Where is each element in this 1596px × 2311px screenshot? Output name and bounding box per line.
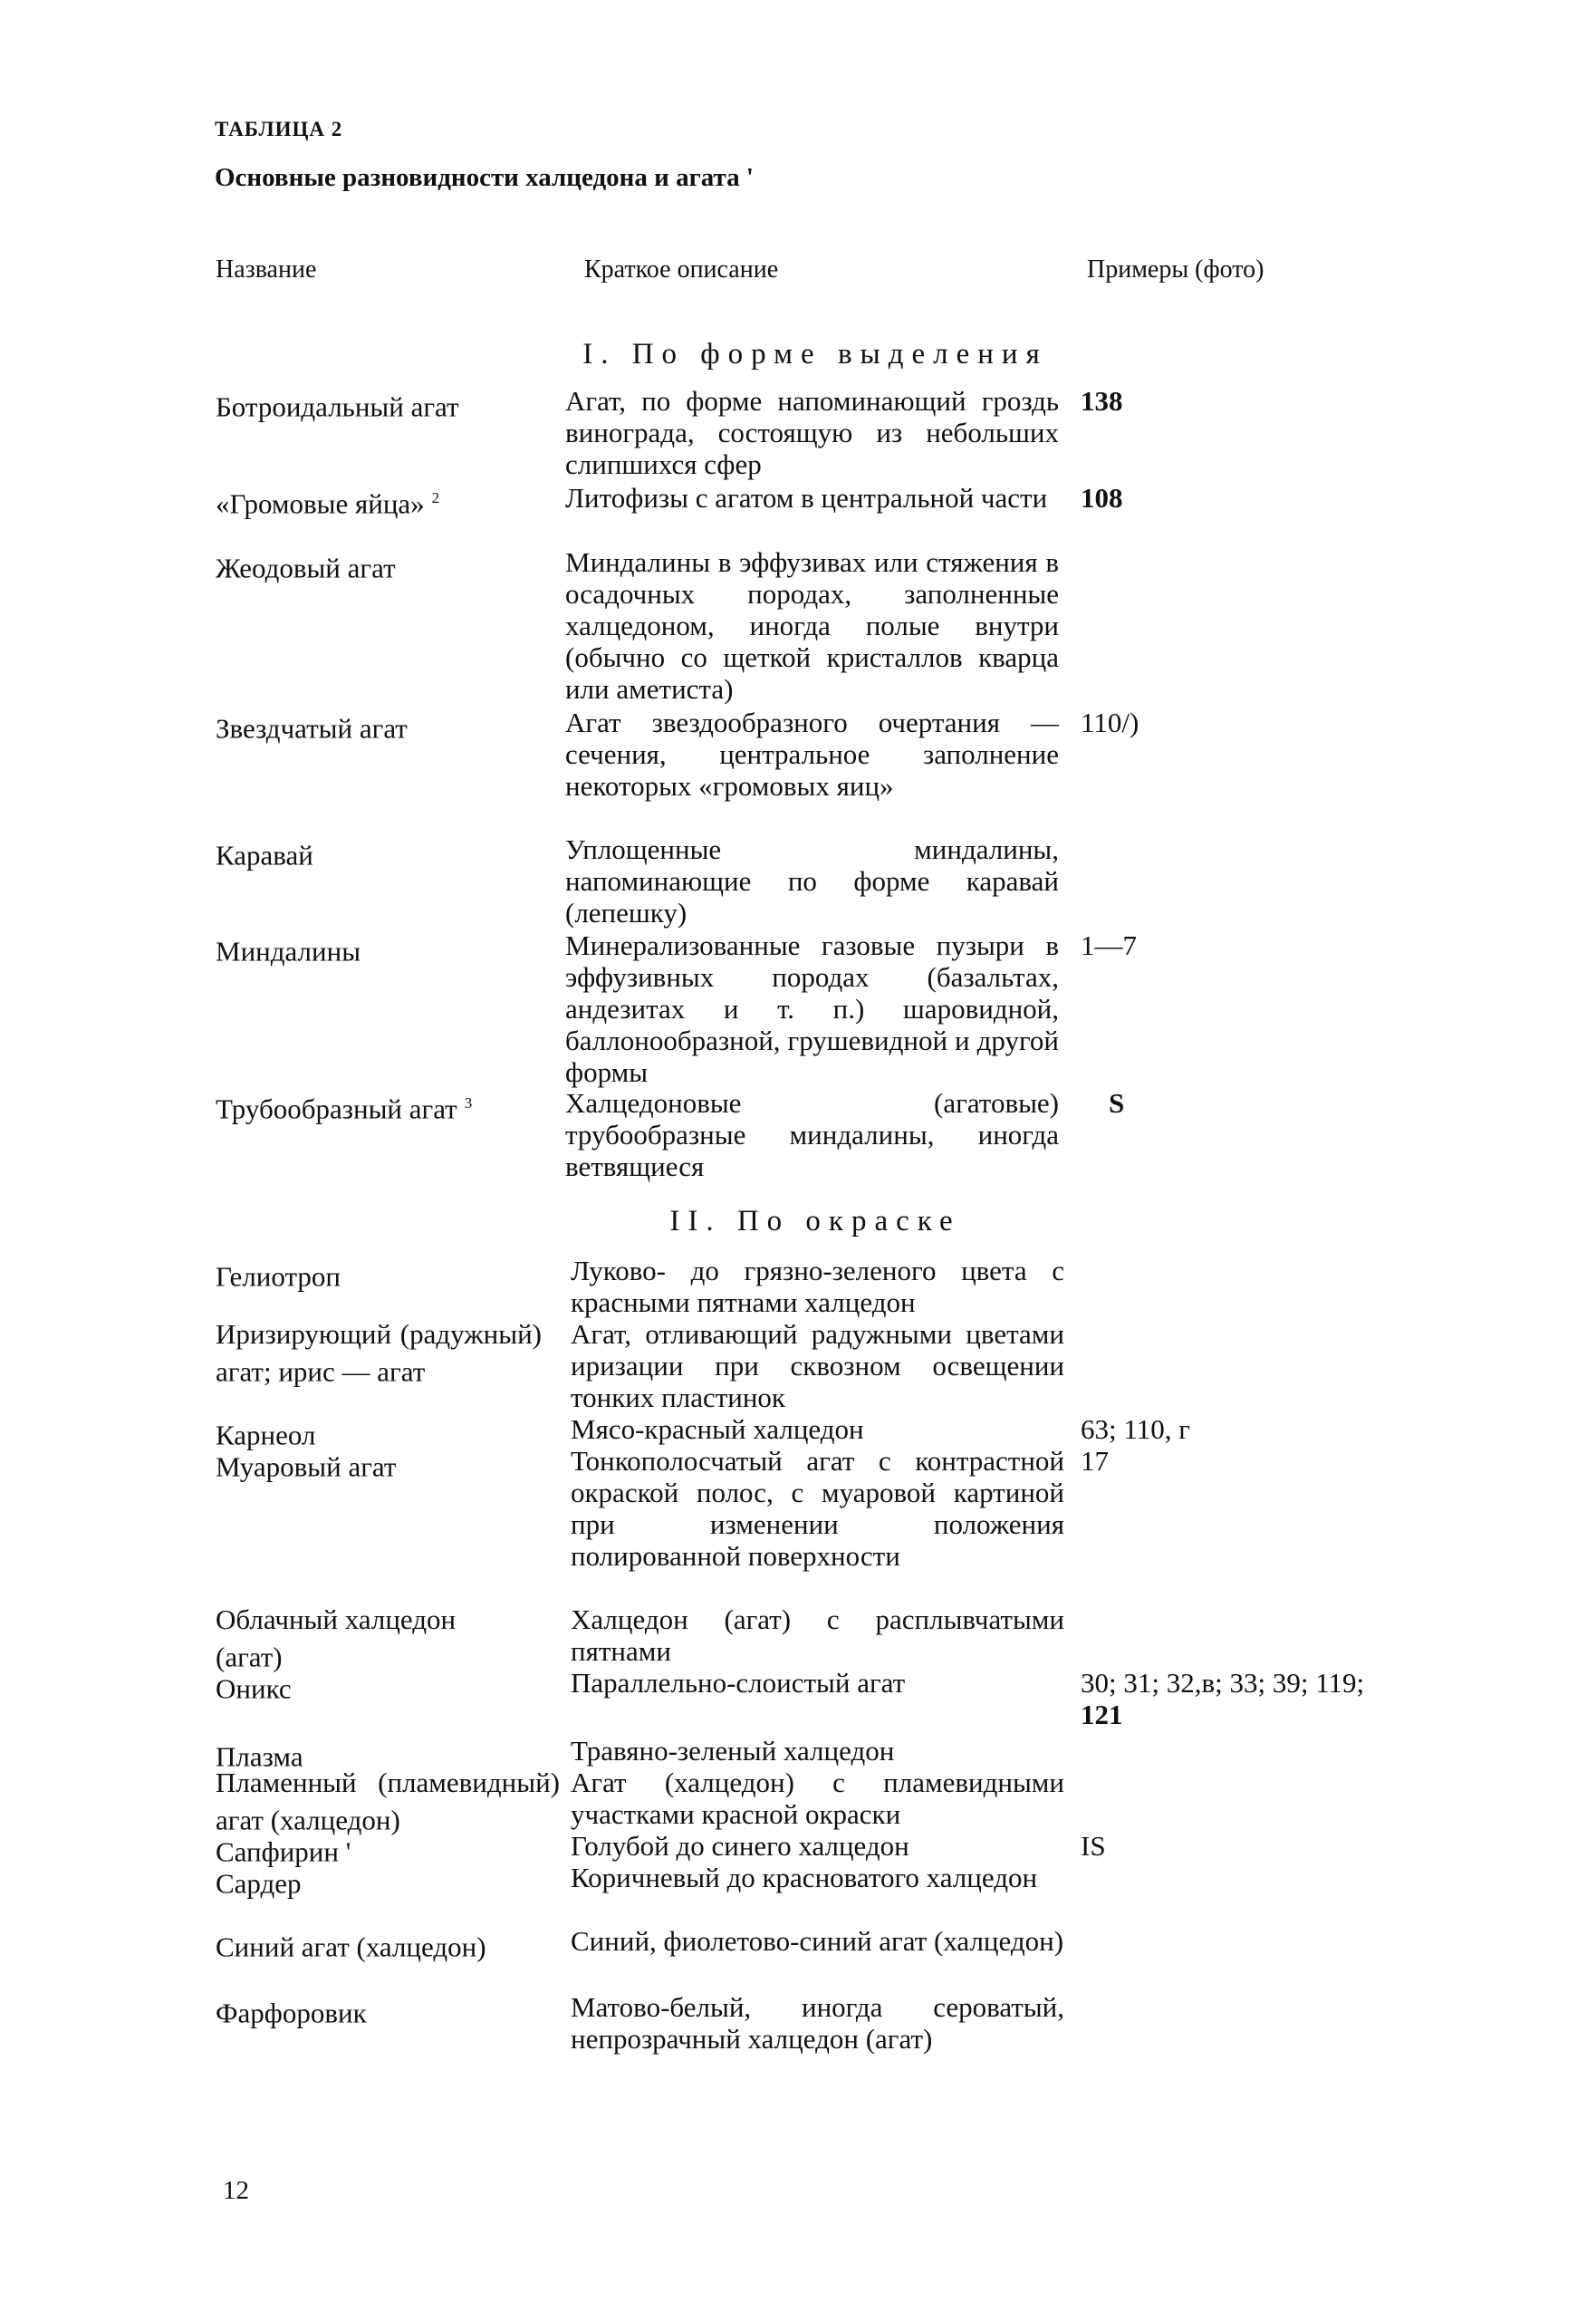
row-examples: 110/): [1081, 707, 1139, 738]
row-name: Иризирующий (радужный) агат; ирис — агат: [216, 1318, 542, 1388]
row-name: Муаровый агат: [216, 1450, 397, 1483]
row-description: Коричневый до красноватого халцедон: [571, 1862, 1038, 1893]
row-description: Травяно-зеленый халцедон: [571, 1735, 895, 1767]
table-label: ТАБЛИЦА 2: [215, 118, 343, 140]
footnote-marker: 3: [464, 1094, 473, 1112]
row-name: Фарфоровик: [216, 1997, 367, 2029]
column-header-name: Название: [216, 255, 317, 284]
row-description: Тонкополосчатый агат с контрастной окраской полос, с муаровой картиной при изменении положения полированной поверхности: [571, 1445, 1064, 1572]
section-heading: II. По окраске: [669, 1205, 961, 1237]
row-name: Миндалины: [216, 935, 361, 968]
row-description: Минерализованные газовые пузыри в эффузивных породах (базальтах, андезитах и т. п.) шаровидной, баллонообразной, грушевидной и другой формы: [565, 929, 1059, 1088]
page-number: 12: [223, 2176, 249, 2205]
row-examples: 17: [1081, 1445, 1109, 1477]
row-examples: 30; 31; 32,в; 33; 39; 119; 121: [1081, 1667, 1365, 1730]
row-description: Луково- до грязно-зеленого цвета с красными пятнами халцедон: [571, 1255, 1064, 1318]
table-title: Основные разновидности халцедона и агата ': [215, 163, 754, 192]
row-description: Агат звездообразного очертания — сечения, центральное заполнение некоторых «громовых яиц»: [565, 707, 1059, 802]
row-description: Параллельно-слоистый агат: [571, 1667, 906, 1699]
row-name: Облачный халцедон (агат): [216, 1603, 457, 1673]
row-description: Литофизы с агатом в центральной части: [565, 482, 1048, 514]
row-name: Сардер: [216, 1867, 302, 1900]
row-name: Карнеол: [216, 1419, 316, 1451]
row-description: Матово-белый, иногда сероватый, непрозрачный халцедон (агат): [571, 1991, 1064, 2055]
row-name: Пламенный (пламевидный) агат (халцедон): [216, 1767, 560, 1836]
row-description: Голубой до синего халцедон: [571, 1830, 909, 1862]
row-name: Звездчатый агат: [216, 712, 408, 745]
row-name: Каравай: [216, 839, 313, 871]
column-header-examples: Примеры (фото): [1087, 255, 1264, 284]
row-description: Синий, фиолетово-синий агат (халцедон): [571, 1925, 1064, 1957]
row-name: Жеодовый агат: [216, 552, 396, 584]
row-name: «Громовые яйца» $^2$: [216, 487, 440, 520]
column-header-description: Краткое описание: [584, 255, 779, 284]
row-description: Халцедоновые (агатовые) трубообразные миндалины, иногда ветвящиеся: [565, 1087, 1059, 1182]
section-heading: I. По форме выделения: [582, 338, 1048, 371]
row-examples: 63; 110, г: [1081, 1413, 1190, 1445]
row-name: Плазма: [216, 1740, 303, 1773]
footnote-marker: 2: [431, 489, 440, 506]
row-description: Миндалины в эффузивах или стяжения в осадочных породах, заполненные халцедоном, иногда полые внутри (обычно со щеткой кристаллов кварца или аметиста): [565, 546, 1059, 705]
row-examples: 1—7: [1081, 929, 1137, 961]
row-description: Агат, отливающий радужными цветами иризации при сквозном освещении тонких пластинок: [571, 1318, 1064, 1413]
row-name: Гелиотроп: [216, 1260, 341, 1293]
row-description: Агат, по форме напоминающий гроздь винограда, состоящую из небольших слипшихся сфер: [565, 385, 1059, 480]
row-examples: S: [1109, 1087, 1125, 1119]
row-name: Синий агат (халцедон): [216, 1931, 486, 1963]
row-name: Оникс: [216, 1672, 292, 1705]
row-examples: 108: [1081, 482, 1123, 514]
row-description: Халцедон (агат) с расплывчатыми пятнами: [571, 1603, 1064, 1667]
row-name: Трубообразный агат $^3$: [216, 1093, 473, 1125]
row-name: Ботроидальный агат: [216, 390, 459, 423]
row-examples: 138: [1081, 385, 1123, 417]
row-description: Уплощенные миндалины, напоминающие по форме каравай (лепешку): [565, 833, 1059, 929]
row-description: Агат (халцедон) с пламевидными участками красной окраски: [571, 1767, 1064, 1830]
row-examples: IS: [1081, 1830, 1106, 1862]
row-description: Мясо-красный халцедон: [571, 1413, 864, 1445]
row-name: Сапфирин ': [216, 1835, 351, 1868]
